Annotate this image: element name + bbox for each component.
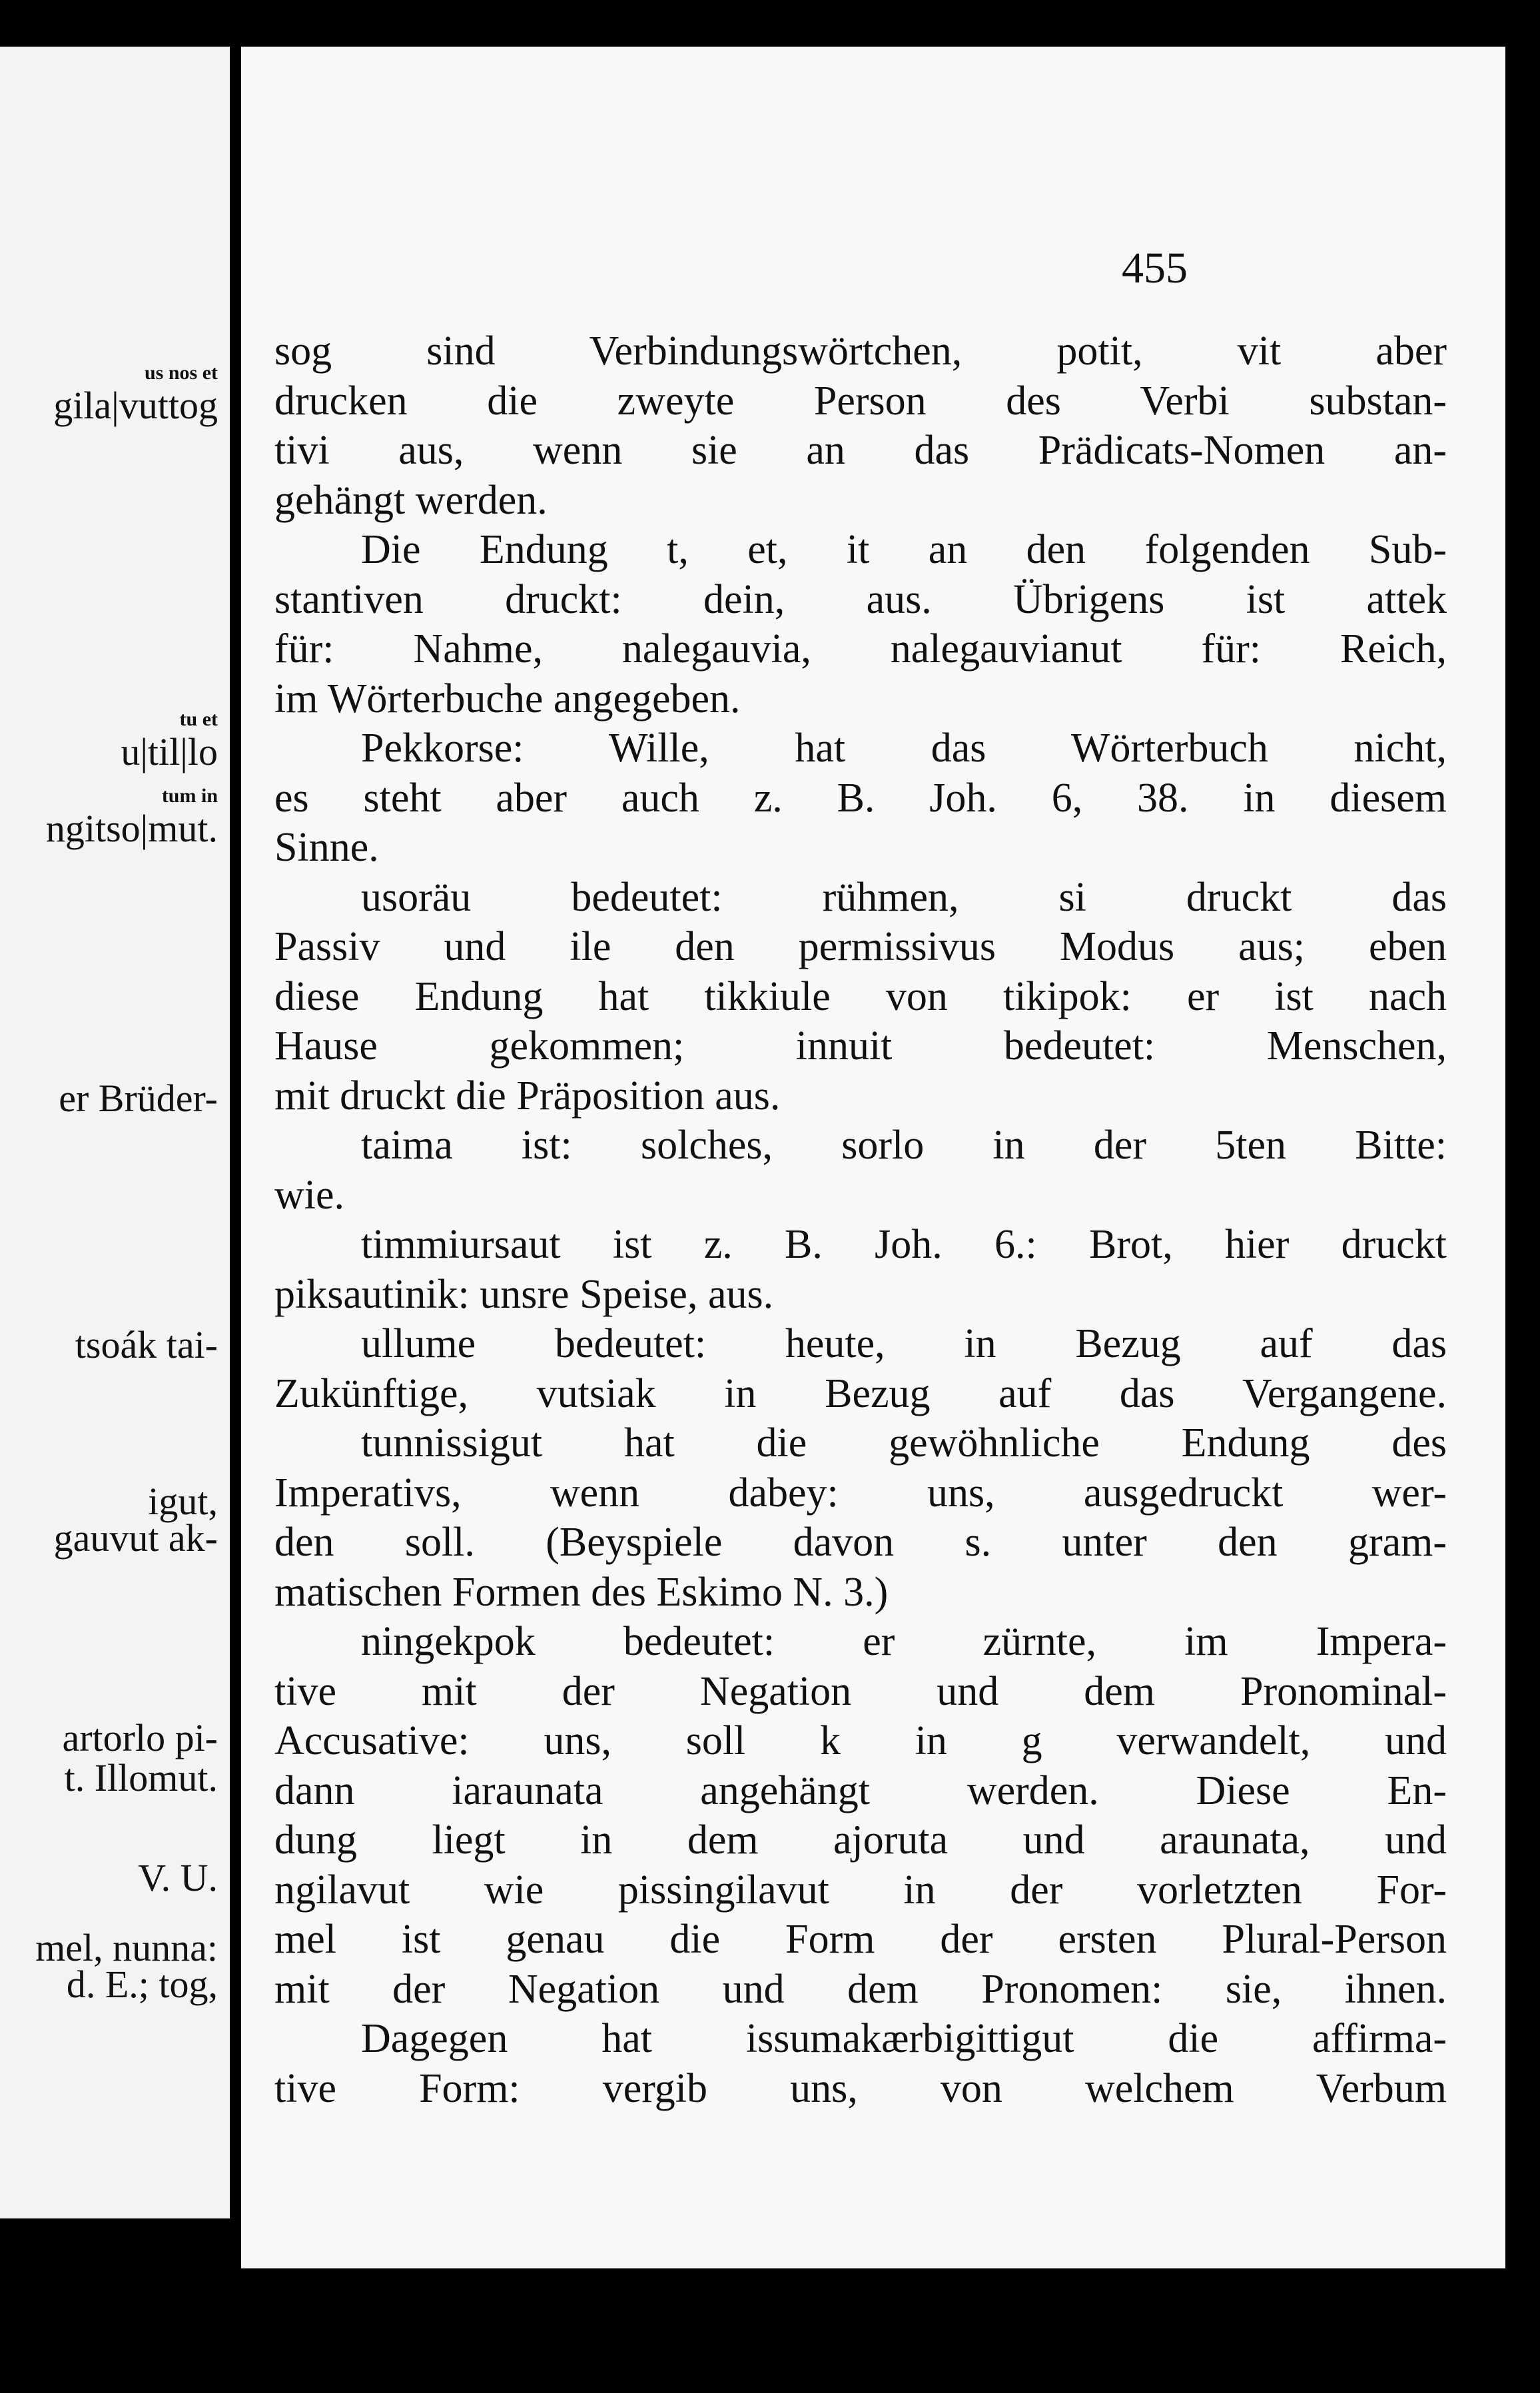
left-page-text-fragment: igut,	[148, 1480, 218, 1523]
text-line: den soll. (Beyspiele davon s. unter den gram-	[274, 1520, 1447, 1565]
text-line: ngilavut wie pissingilavut in der vorletzten For-	[274, 1867, 1447, 1913]
text-line: drucken die zweyte Person des Verbi substan-	[274, 378, 1447, 424]
text-line: mit der Negation und dem Pronomen: sie, ihnen.	[274, 1966, 1447, 2012]
text-line: für: Nahme, nalegauvia, nalegauvianut für: Reich,	[274, 626, 1447, 672]
left-page-text-fragment: V. U.	[138, 1856, 218, 1899]
scan-border	[241, 2268, 1505, 2393]
text-line: piksautinik: unsre Speise, aus.	[274, 1271, 774, 1317]
text-line: ullume bedeutet: heute, in Bezug auf das	[361, 1321, 1447, 1366]
page-number: 455	[1122, 244, 1188, 292]
text-line: matischen Formen des Eskimo N. 3.)	[274, 1569, 889, 1615]
text-line: Dagegen hat issumakærbigittigut die affirma-	[361, 2016, 1447, 2061]
book-gutter	[230, 0, 241, 2393]
body-text	[274, 326, 1447, 2113]
right-page	[241, 47, 1505, 2268]
left-page-text-fragment: u|til|lo	[121, 730, 218, 773]
text-line: im Wörterbuche angegeben.	[274, 676, 741, 721]
text-line: Zukünftige, vutsiak in Bezug auf das Vergangene.	[274, 1370, 1447, 1416]
text-line: mel ist genau die Form der ersten Plural-Person	[274, 1917, 1447, 1962]
text-line: taima ist: solches, sorlo in der 5ten Bitte:	[361, 1123, 1447, 1168]
left-page-text-fragment: gila|vuttog	[53, 384, 218, 427]
text-line: gehängt werden.	[274, 477, 548, 523]
text-line: usoräu bedeutet: rühmen, si druckt das	[361, 874, 1447, 920]
text-line: Passiv und ile den permissivus Modus aus; eben	[274, 924, 1447, 969]
left-page-text-fragment: er Brüder-	[59, 1077, 218, 1120]
left-page-fragment	[0, 47, 230, 2218]
left-page-text-fragment: gauvut ak-	[53, 1516, 218, 1560]
text-line: ningekpok bedeutet: er zürnte, im Impera-	[361, 1619, 1447, 1664]
text-line: mit druckt die Präposition aus.	[274, 1073, 781, 1119]
text-line: tive mit der Negation und dem Pronominal-	[274, 1668, 1447, 1714]
left-page-text-fragment: tsoák tai-	[75, 1323, 218, 1366]
left-page-text-fragment: d. E.; tog,	[66, 1963, 218, 2006]
left-page-text-fragment: t. Illomut.	[64, 1756, 218, 1799]
left-page-text-fragment: tu et	[179, 708, 218, 730]
text-line: Hause gekommen; innuit bedeutet: Menschen,	[274, 1023, 1447, 1069]
text-line: Pekkorse: Wille, hat das Wörterbuch nicht,	[361, 725, 1447, 771]
text-line: tunnissigut hat die gewöhnliche Endung des	[361, 1420, 1447, 1466]
text-line: Sinne.	[274, 825, 379, 870]
text-line: es steht aber auch z. B. Joh. 6, 38. in diesem	[274, 775, 1447, 821]
text-line: diese Endung hat tikkiule von tikipok: er ist nach	[274, 973, 1447, 1019]
text-line: wie.	[274, 1172, 345, 1218]
left-page-text-fragment: artorlo pi-	[62, 1716, 218, 1759]
left-page-text-fragment: us nos et	[144, 362, 218, 384]
left-page-text-fragment: tum in	[161, 785, 218, 807]
text-line: tivi aus, wenn sie an das Prädicats-Nomen an-	[274, 428, 1447, 473]
text-line: Imperativs, wenn dabey: uns, ausgedruckt wer-	[274, 1470, 1447, 1516]
left-page-text-fragment: mel, nunna:	[35, 1926, 218, 1969]
text-line: tive Form: vergib uns, von welchem Verbum	[274, 2065, 1447, 2111]
text-line: stantiven druckt: dein, aus. Übrigens ist attek	[274, 576, 1447, 622]
text-line: dung liegt in dem ajoruta und araunata, und	[274, 1817, 1447, 1863]
text-line: Accusative: uns, soll k in g verwandelt, und	[274, 1718, 1447, 1763]
text-line: timmiursaut ist z. B. Joh. 6.: Brot, hier druckt	[361, 1222, 1447, 1267]
text-line: dann iaraunata angehängt werden. Diese En-	[274, 1767, 1447, 1813]
text-line: sog sind Verbindungswörtchen, potit, vit aber	[274, 328, 1447, 374]
text-line: Die Endung t, et, it an den folgenden Sub-	[361, 527, 1447, 572]
left-page-text-fragment: ngitso|mut.	[45, 807, 218, 850]
